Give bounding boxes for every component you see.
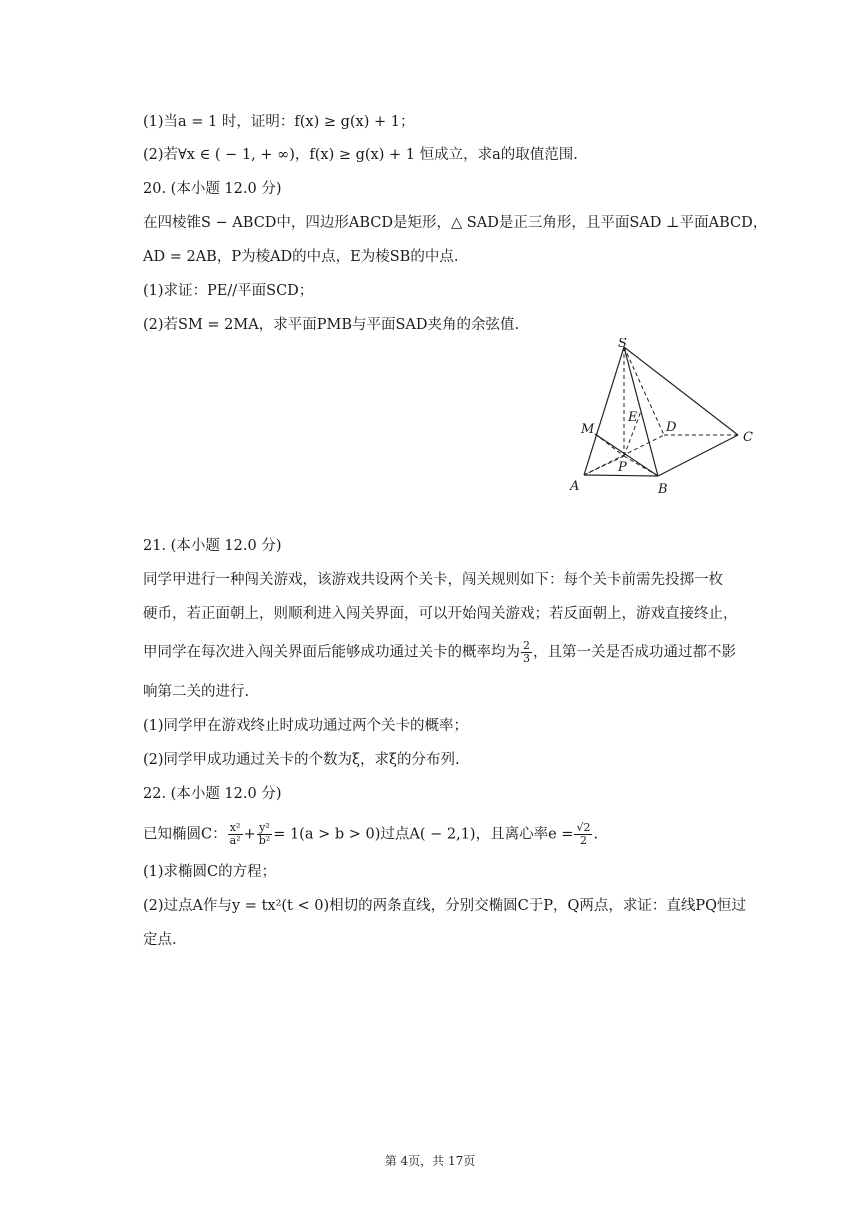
q21-stem-line4: 响第二关的进行.	[143, 684, 250, 700]
fraction-denominator: 3	[523, 652, 530, 665]
q19-part2: (2)若∀x ∈ ( − 1, + ∞)，f(x) ≥ g(x) + 1 恒成立，求a的取值范围.	[143, 147, 578, 163]
fraction-denominator: b²	[258, 834, 271, 847]
fraction-denominator: a²	[229, 834, 241, 847]
q21-stem-line3	[143, 640, 736, 665]
label-B: B	[658, 482, 668, 497]
q22-part2: (2)过点A作与y = tx²(t < 0)相切的两条直线，分别交椭圆C于P，Q两点，求证：直线PQ恒过	[143, 898, 747, 914]
fraction-denominator: 2	[579, 834, 587, 847]
pyramid-figure	[560, 338, 780, 498]
label-P: P	[618, 460, 627, 475]
q19-part1: (1)当a = 1 时，证明：f(x) ≥ g(x) + 1；	[143, 114, 415, 130]
label-S: S	[618, 338, 627, 351]
q21-stem-line3-before: 甲同学在每次进入闯关界面后能够成功通过关卡的概率均为	[143, 644, 520, 661]
q20-stem-line1: 在四棱锥S − ABCD中，四边形ABCD是矩形，△ SAD是正三角形，且平面SAD ⊥平面ABCD，	[143, 215, 768, 231]
q21-stem-line3-after: ，且第一关是否成功通过都不影	[533, 644, 736, 661]
fraction-sqrt2-over-2	[574, 822, 592, 847]
q22-stem-end: .	[593, 826, 599, 843]
q20-stem-line2: AD = 2AB，P为棱AD的中点，E为棱SB的中点.	[143, 249, 459, 265]
q20-header: 20. (本小题 12.0 分)	[143, 181, 282, 197]
fraction-numerator: 2	[523, 639, 530, 652]
fraction-x2-a2	[228, 822, 243, 847]
q22-header: 22. (本小题 12.0 分)	[143, 786, 282, 802]
q21-stem-line1: 同学甲进行一种闯关游戏，该游戏共设两个关卡，闯关规则如下：每个关卡前需先投掷一枚	[143, 572, 723, 588]
fraction-two-thirds	[521, 640, 532, 665]
q21-stem-line2: 硬币，若正面朝上，则顺利进入闯关界面，可以开始闯关游戏；若反面朝上，游戏直接终止，	[143, 606, 738, 622]
label-C: C	[743, 430, 753, 445]
q21-header: 21. (本小题 12.0 分)	[143, 538, 282, 554]
q22-stem	[143, 822, 598, 847]
q21-part2: (2)同学甲成功通过关卡的个数为ξ，求ξ的分布列.	[143, 752, 460, 768]
q22-part2-continued: 定点.	[143, 932, 177, 948]
q21-part1: (1)同学甲在游戏终止时成功通过两个关卡的概率；	[143, 718, 469, 734]
q22-stem-b: = 1(a > b > 0)过点A( − 2,1)，且离心率e =	[273, 826, 574, 843]
fraction-numerator: √2	[576, 821, 591, 834]
fraction-numerator: x²	[228, 822, 243, 835]
plus-sign: +	[243, 826, 256, 843]
q20-part2: (2)若SM = 2MA，求平面PMB与平面SAD夹角的余弦值.	[143, 317, 520, 333]
label-A: A	[570, 479, 580, 494]
q22-part1: (1)求椭圆C的方程；	[143, 864, 277, 880]
q20-part1: (1)求证：PE//平面SCD；	[143, 283, 314, 299]
label-M: M	[581, 422, 595, 437]
label-E: E	[628, 410, 638, 425]
label-D: D	[666, 420, 677, 435]
fraction-y2-b2	[257, 822, 272, 847]
q22-stem-a: 已知椭圆C：	[143, 826, 227, 843]
page-footer: 第 4页，共 17页	[384, 1154, 476, 1168]
fraction-numerator: y²	[257, 822, 272, 835]
